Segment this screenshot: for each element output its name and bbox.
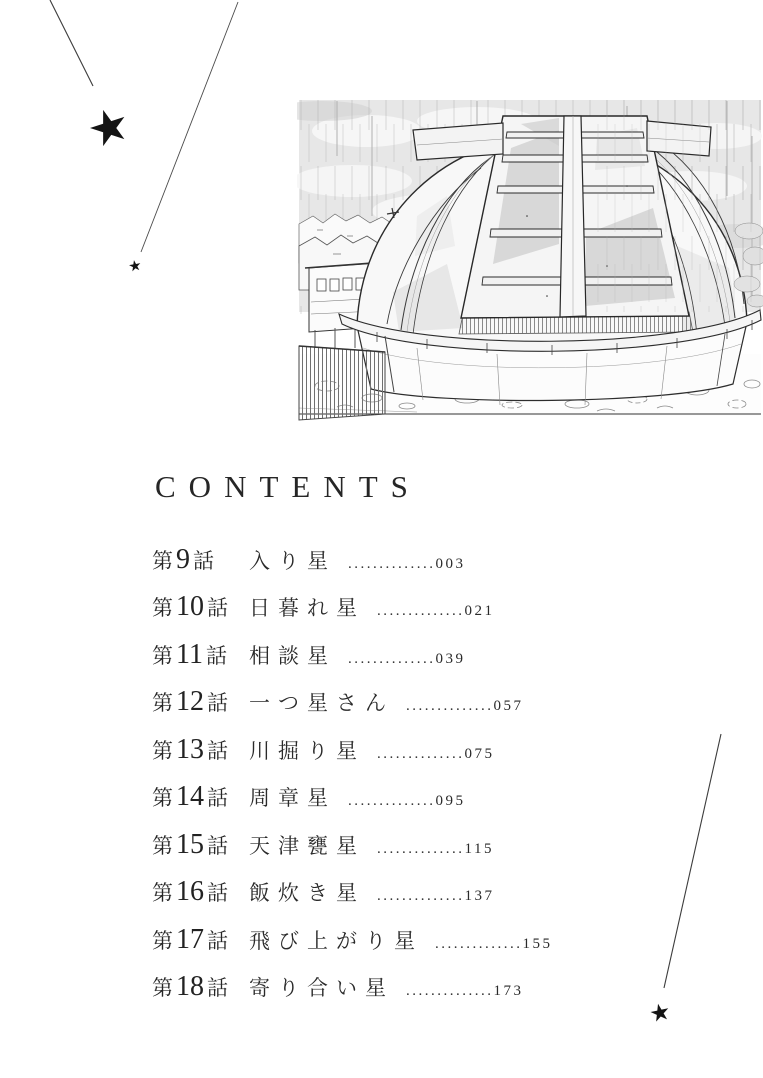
toc-row-chapter-14 xyxy=(152,773,712,820)
toc-row-chapter-16 xyxy=(152,868,712,915)
chapter-title: 日暮れ星 xyxy=(249,596,365,621)
dot-leader: .............. xyxy=(377,745,465,762)
chapter-page-number: 057 xyxy=(493,698,524,715)
toc-row-chapter-17 xyxy=(152,916,712,963)
toc-row-chapter-9 xyxy=(152,536,712,583)
toc-row-chapter-18 xyxy=(152,963,712,1010)
toc-row-chapter-12 xyxy=(152,678,712,725)
page-title: CONTENTS xyxy=(155,469,421,504)
chapter-label: 第 11 話 xyxy=(152,638,227,670)
dot-leader: .............. xyxy=(377,888,465,905)
star-trail-line xyxy=(50,0,93,86)
slit-left-wing xyxy=(413,123,503,160)
chapter-page-number: 137 xyxy=(464,888,495,905)
toc-row-chapter-15 xyxy=(152,821,712,868)
chapter-title: 川掘り星 xyxy=(249,738,365,763)
chapter-label: 第 18 話 xyxy=(152,970,228,1002)
chapter-page-number: 003 xyxy=(435,556,466,572)
small-star-icon xyxy=(128,259,141,272)
chapter-label: 第 15 話 xyxy=(152,828,228,860)
chapter-title: 一つ星さん xyxy=(249,691,394,716)
chapter-title: 入り星 xyxy=(249,549,336,573)
large-star-icon xyxy=(86,104,131,148)
chapter-title: 相談星 xyxy=(249,643,336,668)
chapter-label: 第 17 話 xyxy=(152,923,228,955)
dot-leader: .............. xyxy=(406,982,494,999)
chapter-page-number: 075 xyxy=(464,745,495,762)
dot-leader: .............. xyxy=(406,698,494,715)
chapter-label: 第 16 話 xyxy=(152,876,228,908)
chapter-page-number: 021 xyxy=(464,603,495,620)
chapter-label: 第 12 話 xyxy=(152,686,228,718)
toc-row-chapter-13 xyxy=(152,726,712,773)
chapter-label: 第 13 話 xyxy=(152,733,228,765)
dot-leader: .............. xyxy=(377,840,465,857)
chapter-page-number: 095 xyxy=(435,793,466,810)
chapter-label: 第 9 話 xyxy=(152,544,214,575)
chapter-title: 飛び上がり星 xyxy=(249,928,423,953)
star-trail-line xyxy=(141,2,238,252)
table-of-contents xyxy=(152,536,712,1010)
chapter-label: 第 10 話 xyxy=(152,591,228,623)
dot-leader: .............. xyxy=(435,935,523,952)
shooting-stars-top-left xyxy=(0,0,260,290)
chapter-page-number: 115 xyxy=(464,840,494,857)
observatory-illustration xyxy=(297,96,763,426)
chapter-page-number: 173 xyxy=(493,982,524,999)
toc-row-chapter-11 xyxy=(152,631,712,678)
dot-leader: .............. xyxy=(348,793,436,810)
dot-leader: .............. xyxy=(377,603,465,620)
chapter-title: 周章星 xyxy=(249,786,336,811)
foreground-wall xyxy=(299,346,385,420)
dot-leader: .............. xyxy=(348,556,436,572)
chapter-title: 寄り合い星 xyxy=(249,975,394,1000)
toc-row-chapter-10 xyxy=(152,583,712,630)
chapter-title: 天津甕星 xyxy=(249,833,365,858)
chapter-page-number: 155 xyxy=(522,935,553,952)
chapter-title: 飯炊き星 xyxy=(249,881,365,906)
rain-overlay-right xyxy=(597,100,761,312)
chapter-label: 第 14 話 xyxy=(152,781,228,813)
dot-leader: .............. xyxy=(348,650,436,667)
chapter-page-number: 039 xyxy=(435,650,466,667)
